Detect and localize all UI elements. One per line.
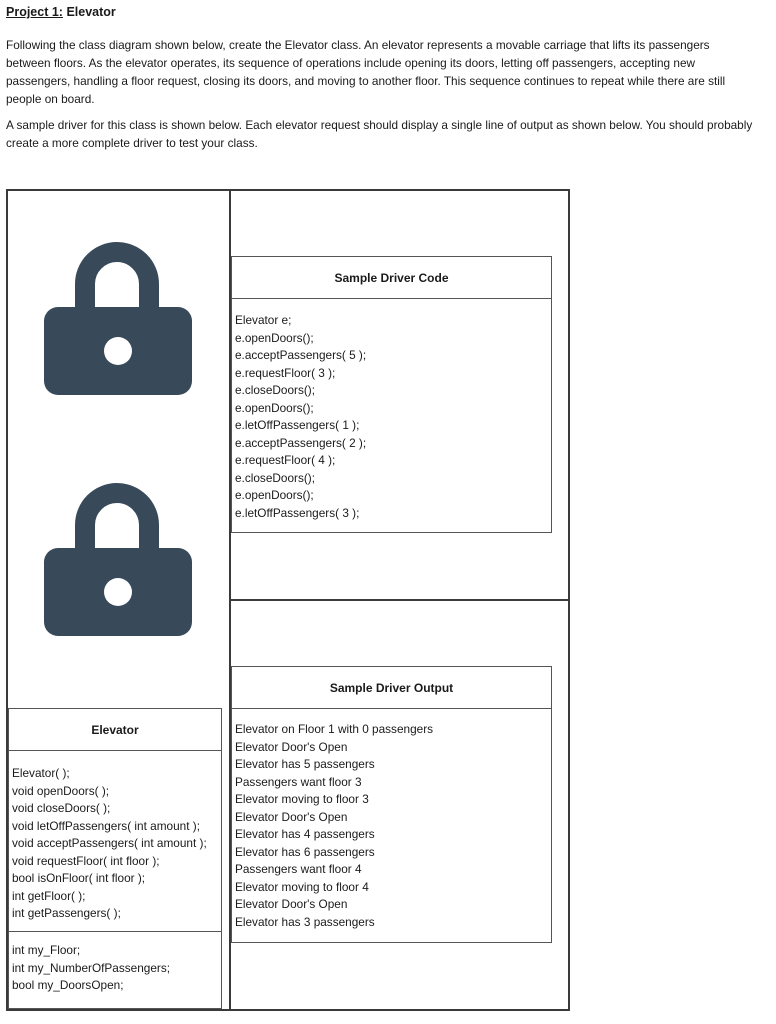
method-line: void closeDoors( );: [12, 801, 111, 815]
method-line: Elevator( );: [12, 766, 70, 780]
output-line: Passengers want floor 3: [235, 774, 362, 789]
driver-paragraph: A sample driver for this class is shown below. Each elevator request should display a single line of output as shown below. You should probably create a more complete driver to test your class.: [6, 118, 753, 150]
method-line: int getFloor( );: [12, 888, 86, 903]
code-line: e.closeDoors();: [235, 383, 315, 397]
output-line: Elevator moving to floor 4: [235, 879, 369, 894]
field-line: int my_NumberOfPassengers;: [12, 960, 171, 975]
code-line: e.requestFloor( 4 );: [235, 453, 336, 467]
method-line: void openDoors( );: [12, 783, 110, 798]
row-divider: [231, 599, 570, 601]
method-line: void letOffPassengers( int amount );: [12, 818, 200, 833]
output-line: Elevator Door's Open: [235, 809, 348, 824]
sample-driver-code-box: [231, 256, 552, 533]
title-prefix: Project 1:: [6, 5, 63, 19]
code-line: e.letOffPassengers( 1 );: [235, 418, 360, 432]
code-line: e.requestFloor( 3 );: [235, 365, 336, 380]
output-box-title: Sample Driver Output: [232, 667, 551, 709]
code-line: e.acceptPassengers( 5 );: [235, 348, 367, 362]
page-title: [6, 5, 116, 19]
title-name: Elevator: [66, 5, 116, 19]
output-line: Elevator has 3 passengers: [235, 914, 375, 929]
output-line: Elevator moving to floor 3: [235, 792, 369, 806]
output-line: Elevator has 6 passengers: [235, 844, 375, 859]
field-line: bool my_DoorsOpen;: [12, 978, 124, 992]
lock-icon: [40, 229, 195, 399]
output-line: Elevator Door's Open: [235, 897, 348, 911]
method-line: void acceptPassengers( int amount );: [12, 836, 207, 850]
lock-icon: [40, 470, 195, 640]
method-line: void requestFloor( int floor );: [12, 853, 160, 868]
code-line: e.acceptPassengers( 2 );: [235, 435, 367, 450]
method-line: bool isOnFloor( int floor );: [12, 871, 146, 885]
class-name: Elevator: [9, 709, 221, 751]
code-line: Elevator e;: [235, 313, 292, 327]
code-line: e.openDoors();: [235, 400, 314, 415]
code-line: e.letOffPassengers( 3 );: [235, 505, 360, 520]
method-line: int getPassengers( );: [12, 906, 121, 920]
code-line: e.openDoors();: [235, 330, 314, 345]
code-line: e.openDoors();: [235, 488, 314, 502]
code-line: e.closeDoors();: [235, 470, 315, 485]
elevator-class-diagram: [8, 708, 222, 1009]
output-line: Elevator on Floor 1 with 0 passengers: [235, 722, 434, 736]
output-line: Passengers want floor 4: [235, 862, 362, 876]
class-methods: [9, 751, 221, 932]
class-fields: [9, 932, 221, 995]
output-line: Elevator has 4 passengers: [235, 827, 375, 841]
output-line: Elevator Door's Open: [235, 739, 348, 754]
intro-paragraph: Following the class diagram shown below, create the Elevator class. An elevator represents a movable carriage that lifts its passengers between floors. As the elevator operates, its sequence of operations include opening its doors, letting off passengers, accepting new passengers, handling a floor request, closing its doors, and moving to another floor. This sequence continues to repeat while there are still people on board.: [6, 38, 726, 106]
code-box-title: Sample Driver Code: [232, 257, 551, 299]
field-line: int my_Floor;: [12, 943, 81, 957]
sample-driver-output-box: [231, 666, 552, 943]
output-line: Elevator has 5 passengers: [235, 757, 375, 771]
